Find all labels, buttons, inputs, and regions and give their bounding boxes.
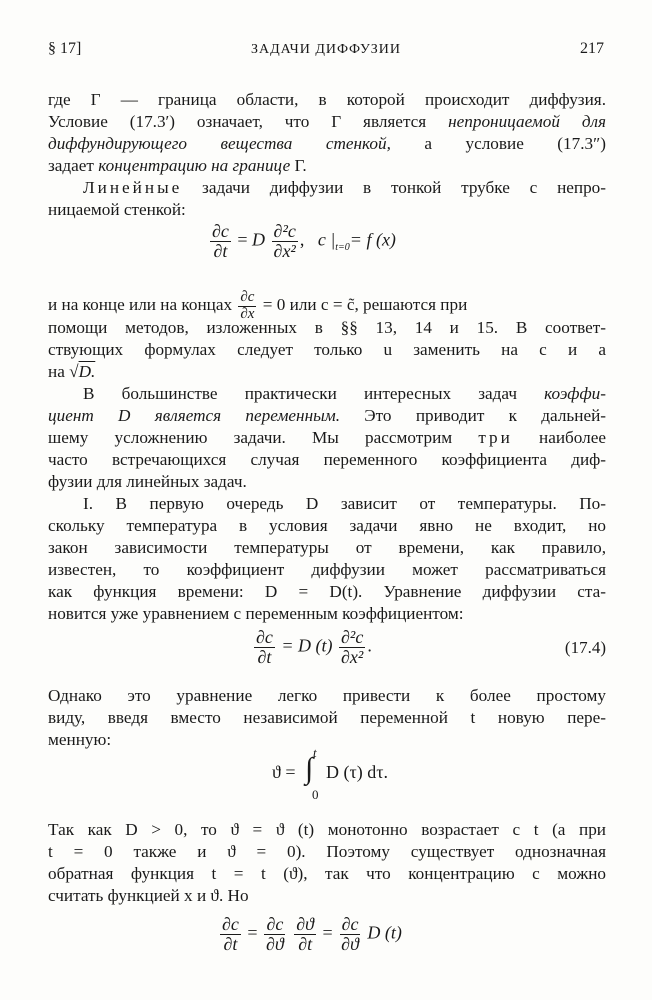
text-line: циент D является переменным. Это приводит к дальней- <box>48 406 606 425</box>
text-line: на √D. <box>48 362 96 381</box>
fraction: $\frac{\partial c}{\partial ϑ}$ <box>341 914 359 954</box>
text-line: ствующих формулах следует только u заменить на c и a <box>48 340 606 359</box>
text-line: t = 0 также и ϑ = 0). Поэтому существует однозначная <box>48 842 606 861</box>
text-line: где Γ — граница области, в которой происходит диффузия. <box>48 90 606 109</box>
fraction: $\frac{\partial ϑ}{\partial t}$ <box>296 914 315 954</box>
text-line: и на конце или на концах $\frac{\partial c}{\partial x}$ = 0 или c = c̃, решаются при <box>48 289 468 322</box>
equation-17-4: $\frac{\partial c}{\partial t}$ = D (t) $\frac{\text{∂²c}}{\text{∂x²}}$ . <box>256 627 372 667</box>
text-line: диффундирующего вещества стенкой, а условие (17.3″) <box>48 134 606 153</box>
text-line: виду, введя вместо независимой переменной t новую пере- <box>48 708 606 727</box>
sqrt-sign: √ <box>69 362 79 381</box>
fraction: $\frac{\text{∂²c}}{\text{∂x²}}$ <box>273 221 296 261</box>
page-header <box>48 40 604 64</box>
text-line: обратная функция t = t (ϑ), так что концентрацию c можно <box>48 864 606 883</box>
equation-number: (17.4) <box>564 638 606 657</box>
text-line: скольку температура в условия задачи явно не входит, но <box>48 516 606 535</box>
text-line: считать функцией x и ϑ. Но <box>48 886 249 905</box>
text-line: I. В первую очередь D зависит от температуры. По- <box>83 494 606 513</box>
text-line: В большинстве практически интересных задач коэффи- <box>83 384 606 403</box>
text-line: ницаемой стенкой: <box>48 200 186 219</box>
text-line: Однако это уравнение легко привести к более простому <box>48 686 606 705</box>
equation-chain-rule: $\frac{\partial c}{\partial t}$ = $\frac{\partial c}{\partial ϑ}$ $\frac{\partial ϑ}{\partial t}$ = $\frac{\partial c}{\partial ϑ}$ D (t) <box>222 914 402 954</box>
text-line: как функция времени: D = D(t). Уравнение диффузии ста- <box>48 582 606 601</box>
fraction: $\frac{\partial c}{\partial t}$ <box>212 221 229 261</box>
text-line: часто встречающихся случая переменного коэффициента диф- <box>48 450 606 469</box>
text-line: Линейные задачи диффузии в тонкой трубке с непро- <box>83 178 606 197</box>
equation-diffusion: $\frac{\partial c}{\partial t}$ = D $\frac{\text{∂²c}}{\text{∂x²}}$ , c $|_{t=0}= f$ (x) <box>212 221 396 261</box>
integral-upper-limit: t <box>313 745 317 760</box>
integral-lower-limit: 0 <box>312 787 319 802</box>
section-number: § 17] <box>48 40 82 57</box>
fraction: $\frac{\partial c}{\partial t}$ <box>222 914 239 954</box>
text-line: новится уже уравнением с переменным коэффициентом: <box>48 604 464 623</box>
page-number: 217 <box>580 40 604 57</box>
text-line: Условие (17.3′) означает, что Γ является непроницаемой для <box>48 112 607 131</box>
fraction: $\frac{\partial c}{\partial ϑ}$ <box>266 914 284 954</box>
integrand: D (τ) dτ. <box>326 762 388 782</box>
text-line: задает концентрацию на границе Γ. <box>48 156 307 175</box>
running-title: ЗАДАЧИ ДИФФУЗИИ <box>250 42 402 57</box>
text-line: закон зависимости температуры от времени, как правило, <box>48 538 606 557</box>
text-line: известен, то коэффициент диффузии может рассматриваться <box>48 560 606 579</box>
fraction: $\frac{\partial c}{\partial x}$ <box>240 289 255 322</box>
text-line: Так как D > 0, то ϑ = ϑ (t) монотонно возрастает с t (а при <box>48 820 606 839</box>
fraction: $\frac{\text{∂²c}}{\text{∂x²}}$ <box>341 627 364 667</box>
theta-lhs: ϑ = <box>272 762 296 782</box>
integral-sign: ∫ <box>305 752 314 785</box>
text-line: помощи методов, изложенных в §§ 13, 14 и 15. В соответ- <box>48 318 606 337</box>
text-line: шему усложнению задачи. Мы рассмотрим три наиболее <box>48 428 606 447</box>
text-line: фузии для линейных задач. <box>48 472 247 491</box>
fraction: $\frac{\partial c}{\partial t}$ <box>256 627 273 667</box>
text-line: менную: <box>48 730 112 749</box>
